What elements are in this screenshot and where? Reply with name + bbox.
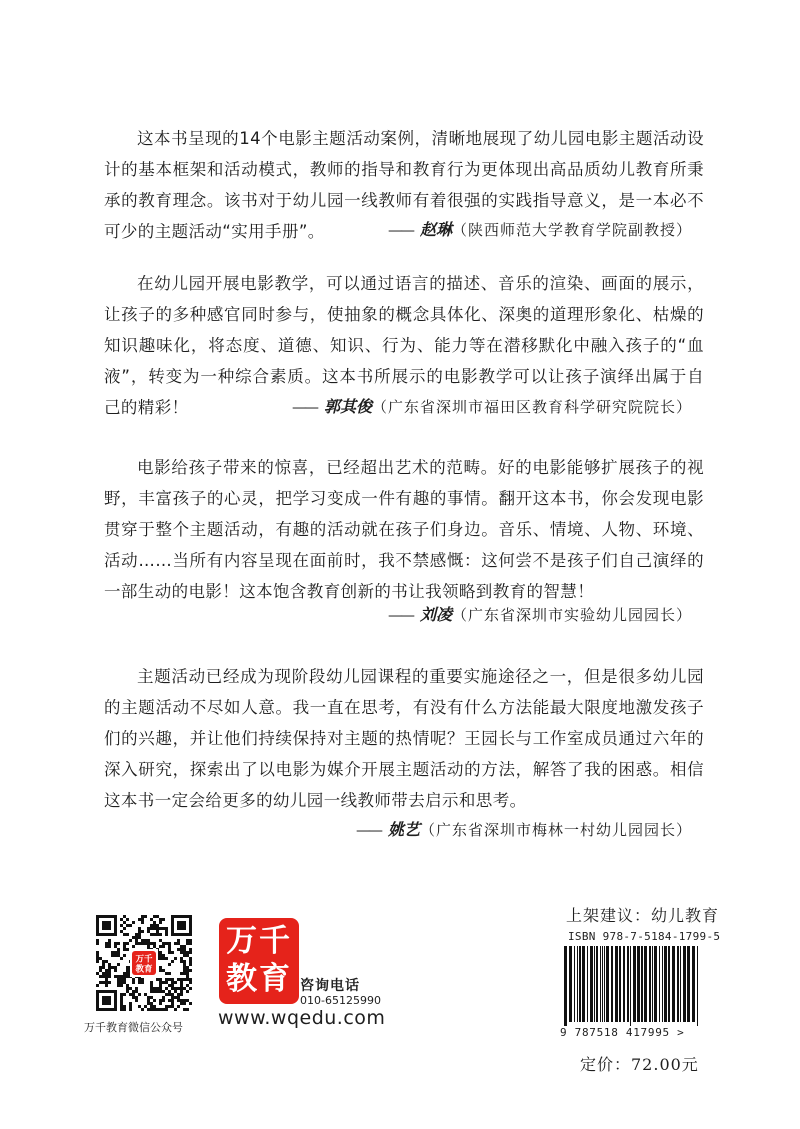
- qr-caption: 万千教育微信公众号: [84, 1021, 183, 1034]
- endorsement-signature: [292, 394, 692, 417]
- signature-dash: ——: [387, 221, 412, 239]
- publisher-website: www.wqedu.com: [218, 1007, 386, 1029]
- hotline-label: 咨询电话: [300, 978, 360, 994]
- logo-line-1: 万千: [226, 923, 292, 959]
- price: 定价：72.00元: [580, 1055, 699, 1074]
- endorser-name: 郭其俊: [323, 397, 372, 416]
- endorsement-signature: [388, 602, 692, 625]
- endorsement-4: [104, 661, 704, 839]
- endorsement-signature: [356, 817, 692, 840]
- qr-logo-text-2: 教育: [135, 964, 153, 975]
- endorsement-1: [104, 123, 704, 247]
- endorsement-2: [104, 268, 704, 423]
- endorser-name: 姚艺: [387, 820, 420, 839]
- signature-dash: ——: [355, 821, 380, 839]
- shelf-suggestion: 上架建议：幼儿教育: [566, 906, 720, 925]
- endorser-name: 刘凌: [419, 605, 452, 624]
- hotline-number: 010-65125990: [300, 994, 381, 1007]
- signature-dash: ——: [387, 606, 412, 624]
- endorser-title: （广东省深圳市实验幼儿园园长）: [451, 606, 692, 624]
- barcode-icon: [562, 946, 702, 1026]
- endorsement-text: 在幼儿园开展电影教学，可以通过语言的描述、音乐的渲染、画面的展示，让孩子的多种感官同时参与，使抽象的概念具体化、深奥的道理形象化、枯燥的知识趣味化，将态度、道德、知识、行为、能力等在潜移默化中融入孩子的“血液”，转变为一种综合素质。这本书所展示的电影教学可以让孩子演绎出属于自己的精彩！: [104, 274, 704, 417]
- logo-line-2: 教育: [226, 961, 292, 997]
- isbn-barcode: [552, 930, 721, 1048]
- wechat-qr-code: [96, 915, 196, 1011]
- barcode-number: 9 787518 417995 >: [560, 1026, 685, 1039]
- endorser-title: （陕西师范大学教育学院副教授）: [451, 221, 692, 239]
- endorser-title: （广东省深圳市梅林一村幼儿园园长）: [419, 821, 692, 839]
- qr-code-icon: [96, 915, 192, 1011]
- qr-logo-text-1: 万千: [135, 954, 153, 965]
- endorser-name: 赵琳: [419, 220, 452, 239]
- endorsement-text: 主题活动已经成为现阶段幼儿园课程的重要实施途径之一，但是很多幼儿园的主题活动不尽如人意。我一直在思考，有没有什么方法能最大限度地激发孩子们的兴趣，并让他们持续保持对主题的热情呢？王园长与工作室成员通过六年的深入研究，探索出了以电影为媒介开展主题活动的方法，解答了我的困惑。相信这本书一定会给更多的幼儿园一线教师带去启示和思考。: [104, 667, 704, 810]
- endorsement-3: [104, 452, 704, 624]
- isbn-text: ISBN 978-7-5184-1799-5: [568, 930, 721, 943]
- endorser-title: （广东省深圳市福田区教育科学研究院院长）: [371, 398, 692, 416]
- signature-dash: ——: [291, 398, 316, 416]
- endorsement-signature: [388, 217, 692, 240]
- endorsement-text: 电影给孩子带来的惊喜，已经超出艺术的范畴。好的电影能够扩展孩子的视野，丰富孩子的心灵，把学习变成一件有趣的事情。翻开这本书，你会发现电影贯穿于整个主题活动，有趣的活动就在孩子们身边。音乐、情境、人物、环境、活动……当所有内容呈现在面前时，我不禁感慨：这何尝不是孩子们自己演绎的一部生动的电影！这本饱含教育创新的书让我领略到教育的智慧！: [104, 458, 704, 601]
- endorsement-text: 这本书呈现的14个电影主题活动案例，清晰地展现了幼儿园电影主题活动设计的基本框架和活动模式，教师的指导和教育行为更体现出高品质幼儿教育所秉承的教育理念。该书对于幼儿园一线教师有着很强的实践指导意义，是一本必不可少的主题活动“实用手册”。: [104, 129, 704, 241]
- publisher-logo: [219, 918, 299, 1004]
